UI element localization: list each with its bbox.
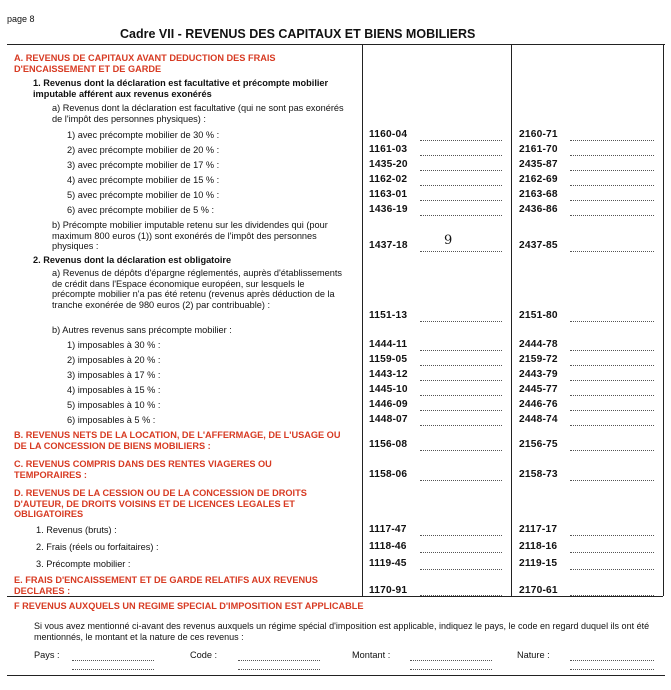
row-label: 2. Frais (réels ou forfaitaires) : (36, 542, 159, 552)
code-right: 2446-76 (519, 399, 558, 410)
code-right: 2159-72 (519, 354, 558, 365)
code-left: 1158-06 (369, 469, 408, 480)
code-field-2[interactable] (238, 669, 320, 670)
amount-field[interactable] (570, 552, 654, 553)
page-title: Cadre VII - REVENUS DES CAPITAUX ET BIENS MOBILIERS (120, 27, 476, 41)
code-left: 1448-07 (369, 414, 408, 425)
amount-field[interactable] (570, 410, 654, 411)
amount-field[interactable] (570, 450, 654, 451)
row-label: 3) avec précompte mobilier de 17 % : (67, 160, 220, 170)
code-left: 1118-46 (369, 541, 407, 552)
row-label: 3. Précompte mobilier : (36, 559, 131, 569)
section-f-heading: F REVENUS AUXQUELS UN REGIME SPECIAL D'IMPOSITION EST APPLICABLE (14, 601, 364, 611)
code-right: 2443-79 (519, 369, 558, 380)
amount-field[interactable] (420, 170, 502, 171)
amount-field[interactable] (420, 365, 502, 366)
section-a2b-text: b) Autres revenus sans précompte mobilier : (52, 325, 232, 335)
section-d-heading: D. REVENUS DE LA CESSION OU DE LA CONCESSION DE DROITS D'AUTEUR, DE DROITS VOISINS ET DE LICENCES LEGALES ET OBLIGATOIRES (14, 488, 307, 519)
code-left: 1445-10 (369, 384, 408, 395)
amount-field[interactable] (570, 365, 654, 366)
row-label: 6) avec précompte mobilier de 5 % : (67, 205, 215, 215)
code-left: 1443-12 (369, 369, 408, 380)
column-divider-3 (663, 44, 664, 596)
amount-field[interactable] (420, 450, 502, 451)
section-b-heading: B. REVENUS NETS DE LA LOCATION, DE L'AFFERMAGE, DE L'USAGE OU DE LA CONCESSION DE BIENS MOBILIERS : (14, 430, 341, 451)
amount-field[interactable] (570, 215, 654, 216)
section-a1b-text: b) Précompte mobilier imputable retenu sur les dividendes qui (pour maximum 800 euros (1)) sont exonérés de l'impôt des personnes physiques : (52, 220, 328, 251)
code-left: 1444-11 (369, 339, 408, 350)
montant-field-2[interactable] (410, 669, 492, 670)
amount-field[interactable] (570, 185, 654, 186)
row-label: 6) imposables à 5 % : (67, 415, 156, 425)
amount-field[interactable] (420, 155, 502, 156)
amount-field[interactable] (420, 380, 502, 381)
row-label: 1) avec précompte mobilier de 30 % : (67, 130, 220, 140)
amount-field[interactable] (570, 595, 654, 596)
row-label: 2) avec précompte mobilier de 20 % : (67, 145, 220, 155)
code-left: 1156-08 (369, 439, 408, 450)
nature-field-1[interactable] (570, 660, 654, 661)
section-a1a-text: a) Revenus dont la déclaration est facultative (qui ne sont pas exonérés de l'impôt des personnes physiques) : (52, 103, 344, 124)
amount-field[interactable] (420, 535, 502, 536)
column-divider-1 (362, 44, 363, 596)
page-bottom-border (7, 675, 665, 676)
amount-field[interactable] (570, 395, 654, 396)
handwritten-value: 9 (444, 233, 453, 248)
pays-field-1[interactable] (72, 660, 154, 661)
row-label: 1) imposables à 30 % : (67, 340, 161, 350)
row-label: 1. Revenus (bruts) : (36, 525, 117, 535)
code-left: 1160-04 (369, 129, 408, 140)
code-right: 2436-86 (519, 204, 558, 215)
amount-field[interactable] (570, 321, 654, 322)
pays-label: Pays : (34, 650, 60, 660)
amount-field[interactable] (570, 350, 654, 351)
amount-field[interactable] (420, 321, 502, 322)
row-label: 3) imposables à 17 % : (67, 370, 161, 380)
code-right: 2117-17 (519, 524, 558, 535)
section-a1-title: 1. Revenus dont la déclaration est facultative et précompte mobilier imputable afférent aux revenus exonérés (33, 78, 329, 99)
code-right: 2151-80 (519, 310, 558, 321)
row-label: 5) avec précompte mobilier de 10 % : (67, 190, 220, 200)
code-right: 2158-73 (519, 469, 558, 480)
code-right: 2437-85 (519, 240, 558, 251)
row-label: 5) imposables à 10 % : (67, 400, 161, 410)
amount-field[interactable] (420, 480, 502, 481)
amount-field[interactable] (420, 569, 502, 570)
code-left: 1117-47 (369, 524, 407, 535)
code-right: 2156-75 (519, 439, 558, 450)
pays-field-2[interactable] (72, 669, 154, 670)
montant-label: Montant : (352, 650, 391, 660)
code-field-1[interactable] (238, 660, 320, 661)
table-bottom-border (7, 596, 663, 597)
column-divider-2 (511, 44, 512, 596)
code-left: 1162-02 (369, 174, 408, 185)
section-c-heading: C. REVENUS COMPRIS DANS DES RENTES VIAGERES OU TEMPORAIRES : (14, 459, 272, 480)
section-a2-title: 2. Revenus dont la déclaration est obligatoire (33, 255, 232, 265)
table-top-border (7, 44, 665, 45)
amount-field[interactable] (420, 140, 502, 141)
page-label: page 8 (7, 14, 35, 24)
amount-field[interactable] (570, 200, 654, 201)
amount-field[interactable] (420, 215, 502, 216)
row-label: 2) imposables à 20 % : (67, 355, 161, 365)
nature-field-2[interactable] (570, 669, 654, 670)
amount-field[interactable] (420, 395, 502, 396)
code-right: 2170-61 (519, 585, 558, 596)
code-label: Code : (190, 650, 218, 660)
amount-field[interactable] (570, 251, 654, 252)
code-left: 1435-20 (369, 159, 408, 170)
amount-field[interactable] (570, 380, 654, 381)
code-right: 2119-15 (519, 558, 558, 569)
row-label: 4) imposables à 15 % : (67, 385, 161, 395)
amount-field[interactable] (420, 410, 502, 411)
code-left: 1170-91 (369, 585, 408, 596)
code-left: 1163-01 (369, 189, 408, 200)
section-e-heading: E. FRAIS D'ENCAISSEMENT ET DE GARDE RELATIFS AUX REVENUS DECLARES : (14, 575, 318, 596)
code-right: 2445-77 (519, 384, 558, 395)
code-left: 1151-13 (369, 310, 408, 321)
code-right: 2160-71 (519, 129, 558, 140)
amount-field[interactable] (420, 350, 502, 351)
montant-field-1[interactable] (410, 660, 492, 661)
amount-field[interactable] (420, 200, 502, 201)
code-left: 1119-45 (369, 558, 407, 569)
amount-field[interactable] (420, 185, 502, 186)
code-left: 1161-03 (369, 144, 408, 155)
amount-field[interactable] (420, 595, 502, 596)
amount-field[interactable] (420, 251, 502, 252)
code-right: 2118-16 (519, 541, 558, 552)
amount-field[interactable] (420, 425, 502, 426)
amount-field[interactable] (570, 480, 654, 481)
amount-field[interactable] (570, 170, 654, 171)
code-right: 2161-70 (519, 144, 558, 155)
code-right: 2163-68 (519, 189, 558, 200)
code-left: 1159-05 (369, 354, 408, 365)
amount-field[interactable] (570, 425, 654, 426)
code-right: 2448-74 (519, 414, 558, 425)
amount-field[interactable] (570, 155, 654, 156)
amount-field[interactable] (570, 535, 654, 536)
section-f-text: Si vous avez mentionné ci-avant des revenus auxquels un régime spécial d'imposition est applicable, indiquez le pays, le code en regard duquel ils ont été mentionnés, le montant et la nature de ces revenus : (34, 621, 650, 642)
section-a2a-text: a) Revenus de dépôts d'épargne réglementés, auprès d'établissements de crédit dans l'Espace économique européen, sur lesquels le précompte mobilier n'a pas été retenu (revenus après déduction de la tranche exonérée de 980 euros (2) par contribuable) : (52, 268, 343, 310)
code-right: 2162-69 (519, 174, 558, 185)
code-left: 1446-09 (369, 399, 408, 410)
code-right: 2444-78 (519, 339, 558, 350)
amount-field[interactable] (570, 569, 654, 570)
code-left: 1436-19 (369, 204, 408, 215)
amount-field[interactable] (420, 552, 502, 553)
nature-label: Nature : (517, 650, 550, 660)
amount-field[interactable] (570, 140, 654, 141)
code-right: 2435-87 (519, 159, 558, 170)
code-left: 1437-18 (369, 240, 408, 251)
row-label: 4) avec précompte mobilier de 15 % : (67, 175, 220, 185)
section-a-heading: A. REVENUS DE CAPITAUX AVANT DEDUCTION DES FRAIS D'ENCAISSEMENT ET DE GARDE (14, 53, 276, 74)
